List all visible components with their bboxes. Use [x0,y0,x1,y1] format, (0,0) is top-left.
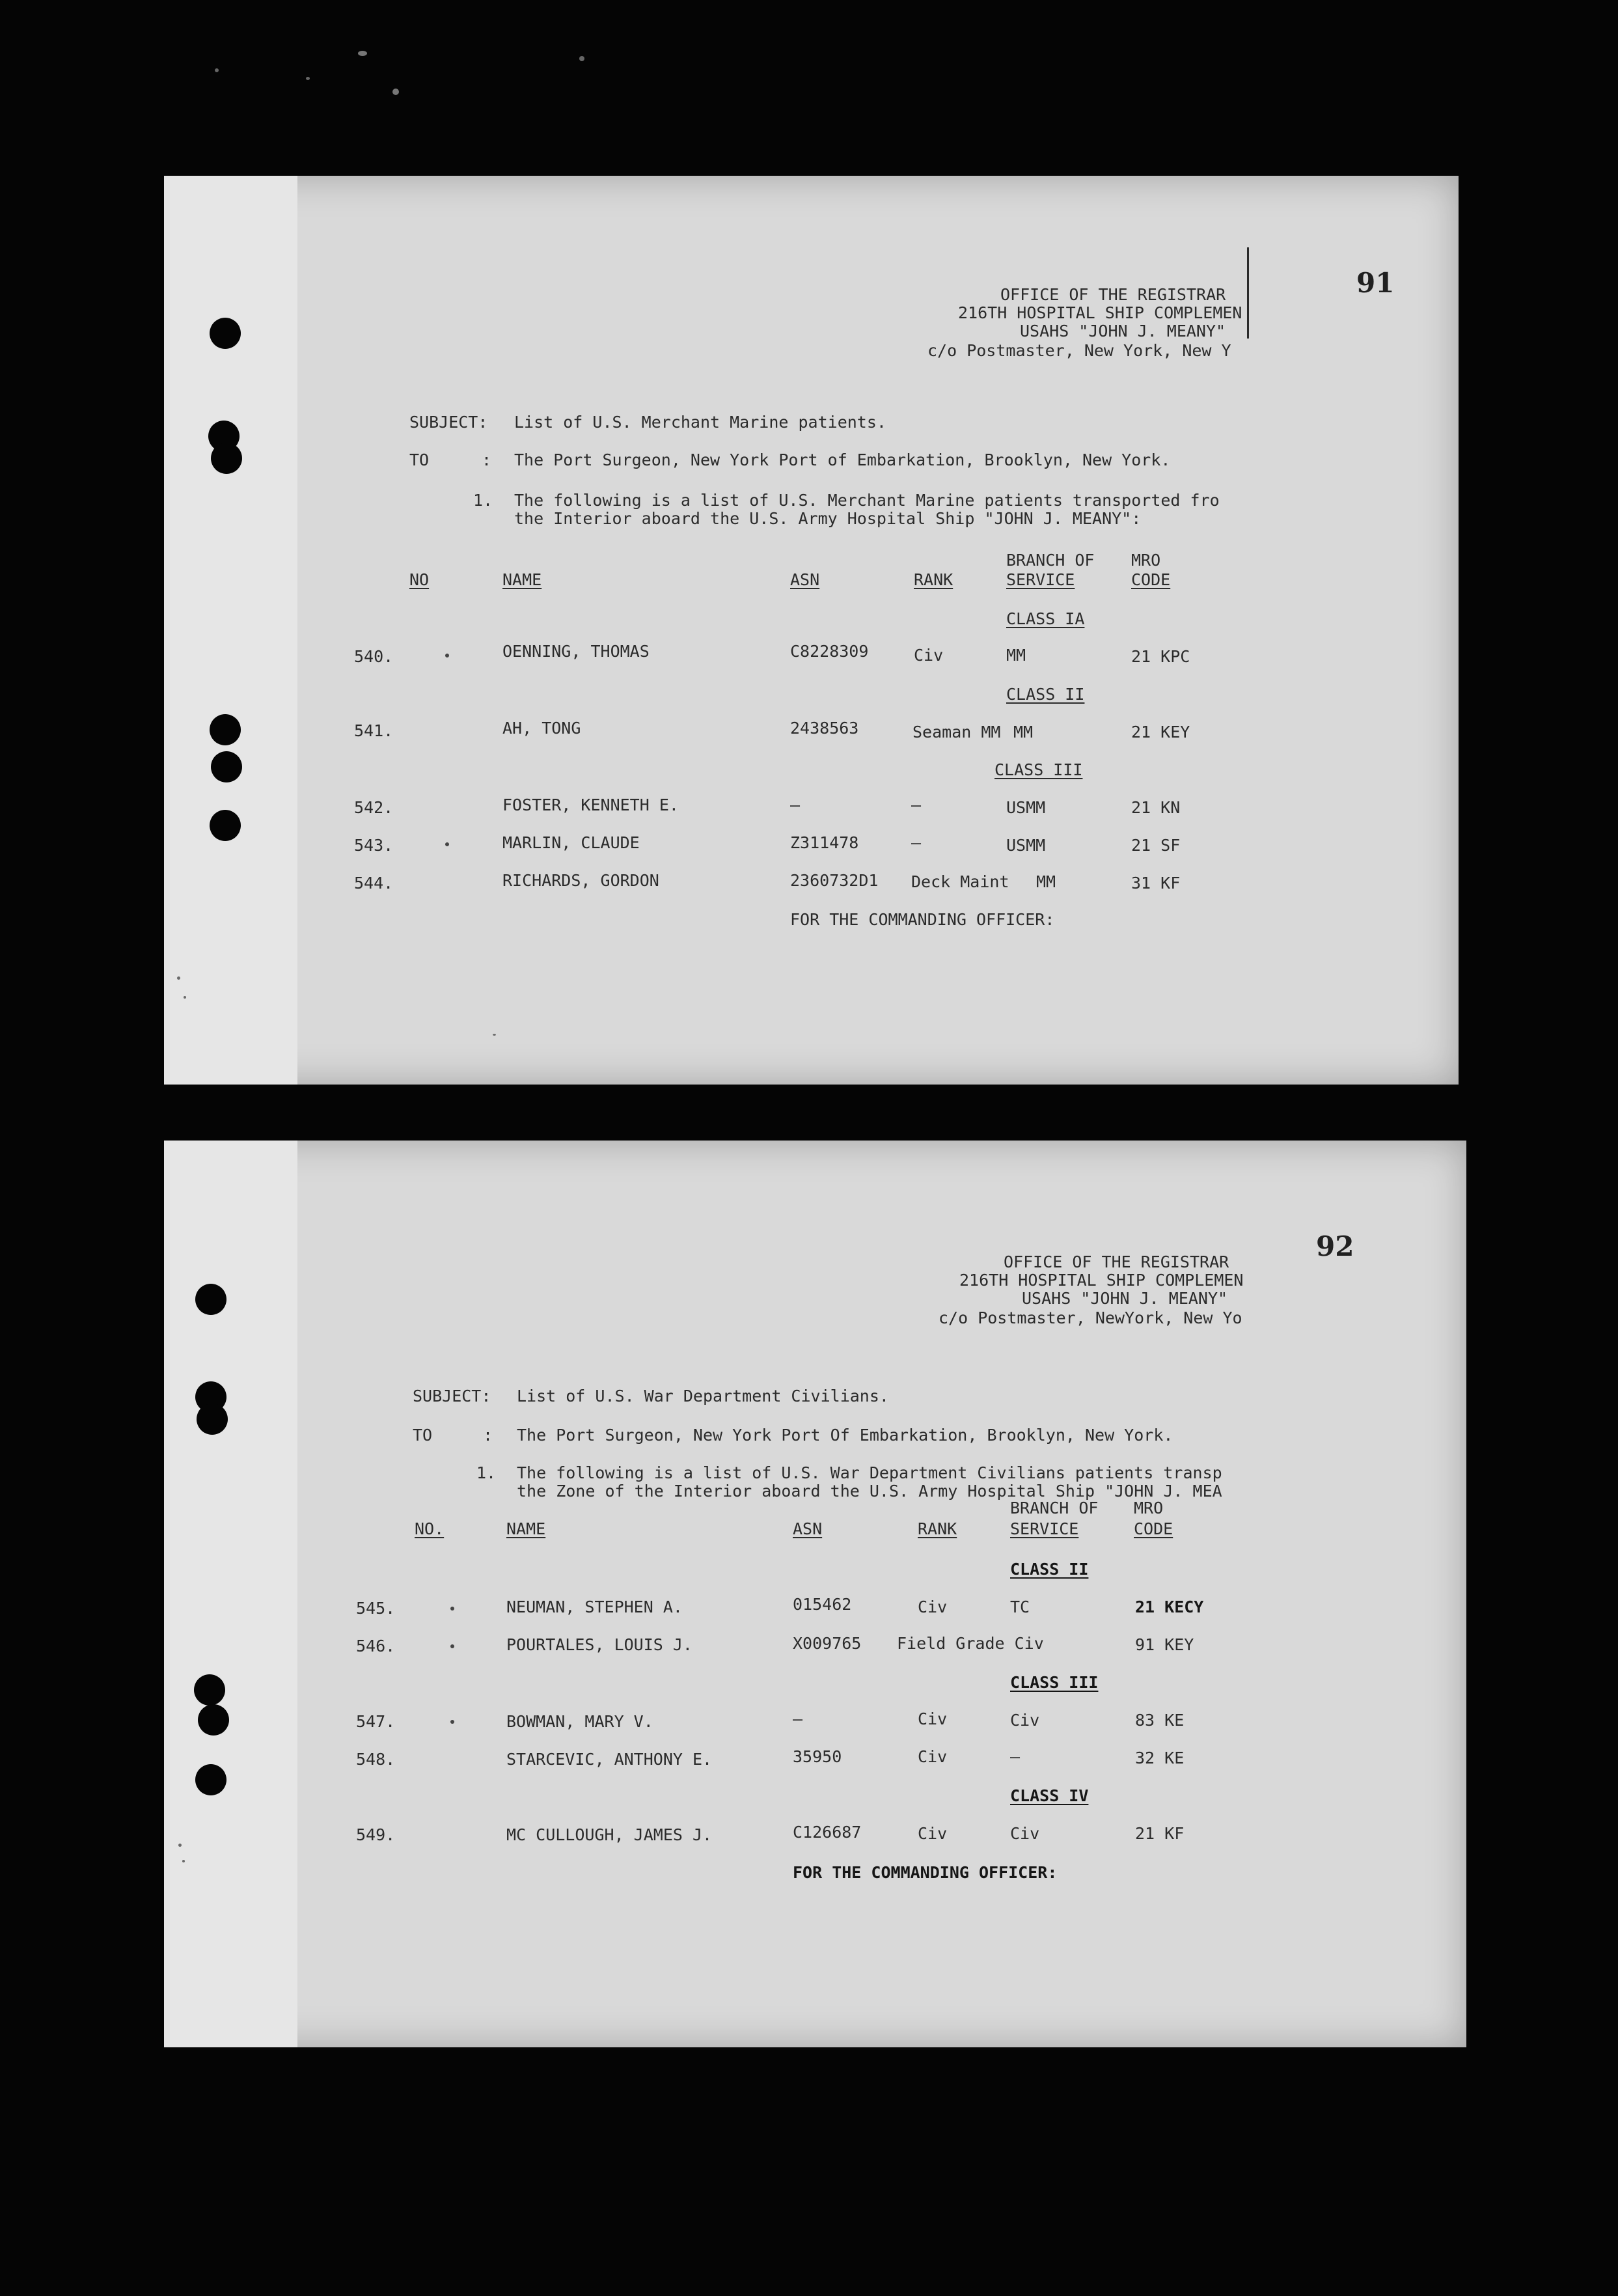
row-name: STARCEVIC, ANTHONY E. [506,1750,713,1769]
header-branch-line2: SERVICE [1010,1519,1079,1538]
header-mro-line1: MRO [1131,551,1161,570]
letterhead-line: 216TH HOSPITAL SHIP COMPLEMEN [958,303,1242,322]
row-name: FOSTER, KENNETH E. [502,795,679,814]
row-number: 548. [356,1750,396,1769]
row-asn: Z311478 [790,833,859,852]
header-name: NAME [502,570,542,589]
row-rank: Civ [918,1747,948,1766]
paragraph-line: The following is a list of U.S. Merchant Marine patients transported fro [514,491,1220,510]
header-branch-line1: BRANCH OF [1010,1499,1099,1517]
class-heading: CLASS III [994,760,1083,779]
row-asn: 015462 [793,1595,852,1614]
row-name: MARLIN, CLAUDE [502,833,640,852]
row-code: 31 KF [1131,874,1181,892]
letterhead-line: OFFICE OF THE REGISTRAR [1004,1252,1229,1271]
letterhead-line: OFFICE OF THE REGISTRAR [1000,285,1226,304]
to-value: The Port Surgeon, New York Port Of Embarkation, Brooklyn, New York. [517,1426,1173,1445]
scan-speck [358,51,367,56]
speck [493,1034,496,1036]
page-number: 92 [1316,1230,1354,1262]
speck [182,1860,185,1862]
row-branch: MM [1006,646,1026,665]
paragraph-number: 1. [473,491,493,510]
binder-hole [195,1284,226,1315]
header-asn: ASN [793,1519,823,1538]
row-rank: Seaman MM [912,723,1001,741]
header-name: NAME [506,1519,546,1538]
header-branch-line1: BRANCH OF [1006,551,1095,570]
row-name: OENNING, THOMAS [502,642,650,661]
scan-speck [306,77,310,80]
binder-hole [210,318,241,349]
row-code: 21 SF [1131,836,1181,855]
page-number: 91 [1356,267,1395,299]
row-number: 546. [356,1637,396,1655]
to-value: The Port Surgeon, New York Port of Embarkation, Brooklyn, New York. [514,450,1171,469]
speck [184,996,186,999]
letterhead-line: USAHS "JOHN J. MEANY" [1020,322,1226,340]
row-rank: – [911,833,922,852]
header-no: NO [409,570,430,589]
row-rank: Civ [918,1709,948,1728]
letterhead-line: 216TH HOSPITAL SHIP COMPLEMEN [959,1271,1244,1290]
row-branch: USMM [1006,836,1046,855]
row-code: 91 KEY [1135,1635,1194,1654]
edge-mark [1247,247,1249,339]
row-asn: – [790,795,801,814]
document-page-91 [164,176,1459,1085]
header-mro-line2: CODE [1134,1519,1173,1538]
scan-speck [392,89,399,95]
row-branch: Civ [1010,1824,1040,1843]
speck [445,654,449,657]
scan-speck [215,68,219,72]
paragraph-line: the Zone of the Interior aboard the U.S. Army Hospital Ship "JOHN J. MEA [517,1482,1222,1501]
left-margin-strip [164,1141,297,2047]
letterhead-line: USAHS "JOHN J. MEANY" [1022,1289,1228,1308]
row-name: POURTALES, LOUIS J. [506,1635,692,1654]
row-number: 545. [356,1599,396,1618]
binder-hole [210,714,241,745]
speck [445,842,449,846]
binder-hole [194,1674,225,1706]
speck [177,976,180,980]
row-number: 541. [354,721,394,740]
row-number: 540. [354,647,394,666]
row-code: 83 KE [1135,1711,1185,1730]
binder-hole [210,810,241,841]
row-code: 21 KN [1131,798,1181,817]
row-rank: Field Grade Civ [897,1634,1044,1653]
row-code: 21 KPC [1131,647,1190,666]
row-asn: 2360732D1 [790,871,879,890]
speck [450,1607,454,1611]
binder-hole [211,443,242,474]
class-heading: CLASS II [1010,1560,1089,1579]
class-heading: CLASS IA [1006,609,1085,628]
row-asn: 2438563 [790,719,859,738]
to-colon: : [483,1426,493,1445]
binder-hole [195,1764,226,1795]
class-heading: CLASS IV [1010,1786,1089,1805]
row-code: 21 KEY [1131,723,1190,741]
row-name: AH, TONG [502,719,581,738]
subject-label: SUBJECT: [409,413,488,432]
paragraph-line: the Interior aboard the U.S. Army Hospital Ship "JOHN J. MEANY": [514,509,1142,528]
row-name: NEUMAN, STEPHEN A. [506,1598,683,1616]
row-asn: C8228309 [790,642,869,661]
closing-line: FOR THE COMMANDING OFFICER: [790,910,1055,929]
row-branch: – [1010,1747,1021,1766]
letterhead-line: c/o Postmaster, New York, New Y [927,341,1231,360]
row-name: MC CULLOUGH, JAMES J. [506,1825,713,1844]
row-branch: MM [1036,872,1056,891]
row-name: RICHARDS, GORDON [502,871,659,890]
closing-line: FOR THE COMMANDING OFFICER: [793,1863,1058,1882]
scan-speck [579,56,584,61]
row-number: 543. [354,836,394,855]
class-heading: CLASS III [1010,1673,1099,1692]
header-no: NO. [415,1519,445,1538]
to-label: TO [409,450,430,469]
to-colon: : [482,450,492,469]
row-number: 544. [354,874,394,892]
speck [450,1720,454,1724]
row-number: 547. [356,1712,396,1731]
row-rank: Civ [914,646,944,665]
row-asn: 35950 [793,1747,842,1766]
row-rank: Civ [918,1824,948,1843]
binder-hole [211,751,242,782]
header-rank: RANK [914,570,953,589]
row-rank: – [911,795,922,814]
row-number: 542. [354,798,394,817]
row-branch: MM [1013,723,1034,741]
header-asn: ASN [790,570,820,589]
binder-hole [198,1704,229,1736]
document-page-92 [164,1141,1466,2047]
subject-value: List of U.S. Merchant Marine patients. [514,413,886,432]
row-branch: USMM [1006,798,1046,817]
subject-value: List of U.S. War Department Civilians. [517,1387,889,1405]
row-branch: Civ [1010,1711,1040,1730]
row-number: 549. [356,1825,396,1844]
to-label: TO [413,1426,433,1445]
left-margin-strip [164,176,297,1085]
binder-hole [197,1404,228,1435]
row-branch: TC [1010,1598,1030,1616]
row-code: 32 KE [1135,1749,1185,1767]
row-code: 21 KF [1135,1824,1185,1843]
row-asn: – [793,1709,803,1728]
class-heading: CLASS II [1006,685,1085,704]
header-branch-line2: SERVICE [1006,570,1075,589]
paragraph-number: 1. [476,1463,497,1482]
letterhead-line: c/o Postmaster, NewYork, New Yo [939,1308,1242,1327]
row-code: 21 KECY [1135,1598,1204,1616]
row-asn: C126687 [793,1823,862,1842]
header-rank: RANK [918,1519,957,1538]
row-asn: X009765 [793,1634,862,1653]
header-mro-line1: MRO [1134,1499,1164,1517]
row-rank: Deck Maint [911,872,1009,891]
row-name: BOWMAN, MARY V. [506,1712,653,1731]
header-mro-line2: CODE [1131,570,1171,589]
speck [450,1644,454,1648]
subject-label: SUBJECT: [413,1387,491,1405]
paragraph-line: The following is a list of U.S. War Department Civilians patients transp [517,1463,1222,1482]
row-rank: Civ [918,1598,948,1616]
speck [178,1844,182,1847]
